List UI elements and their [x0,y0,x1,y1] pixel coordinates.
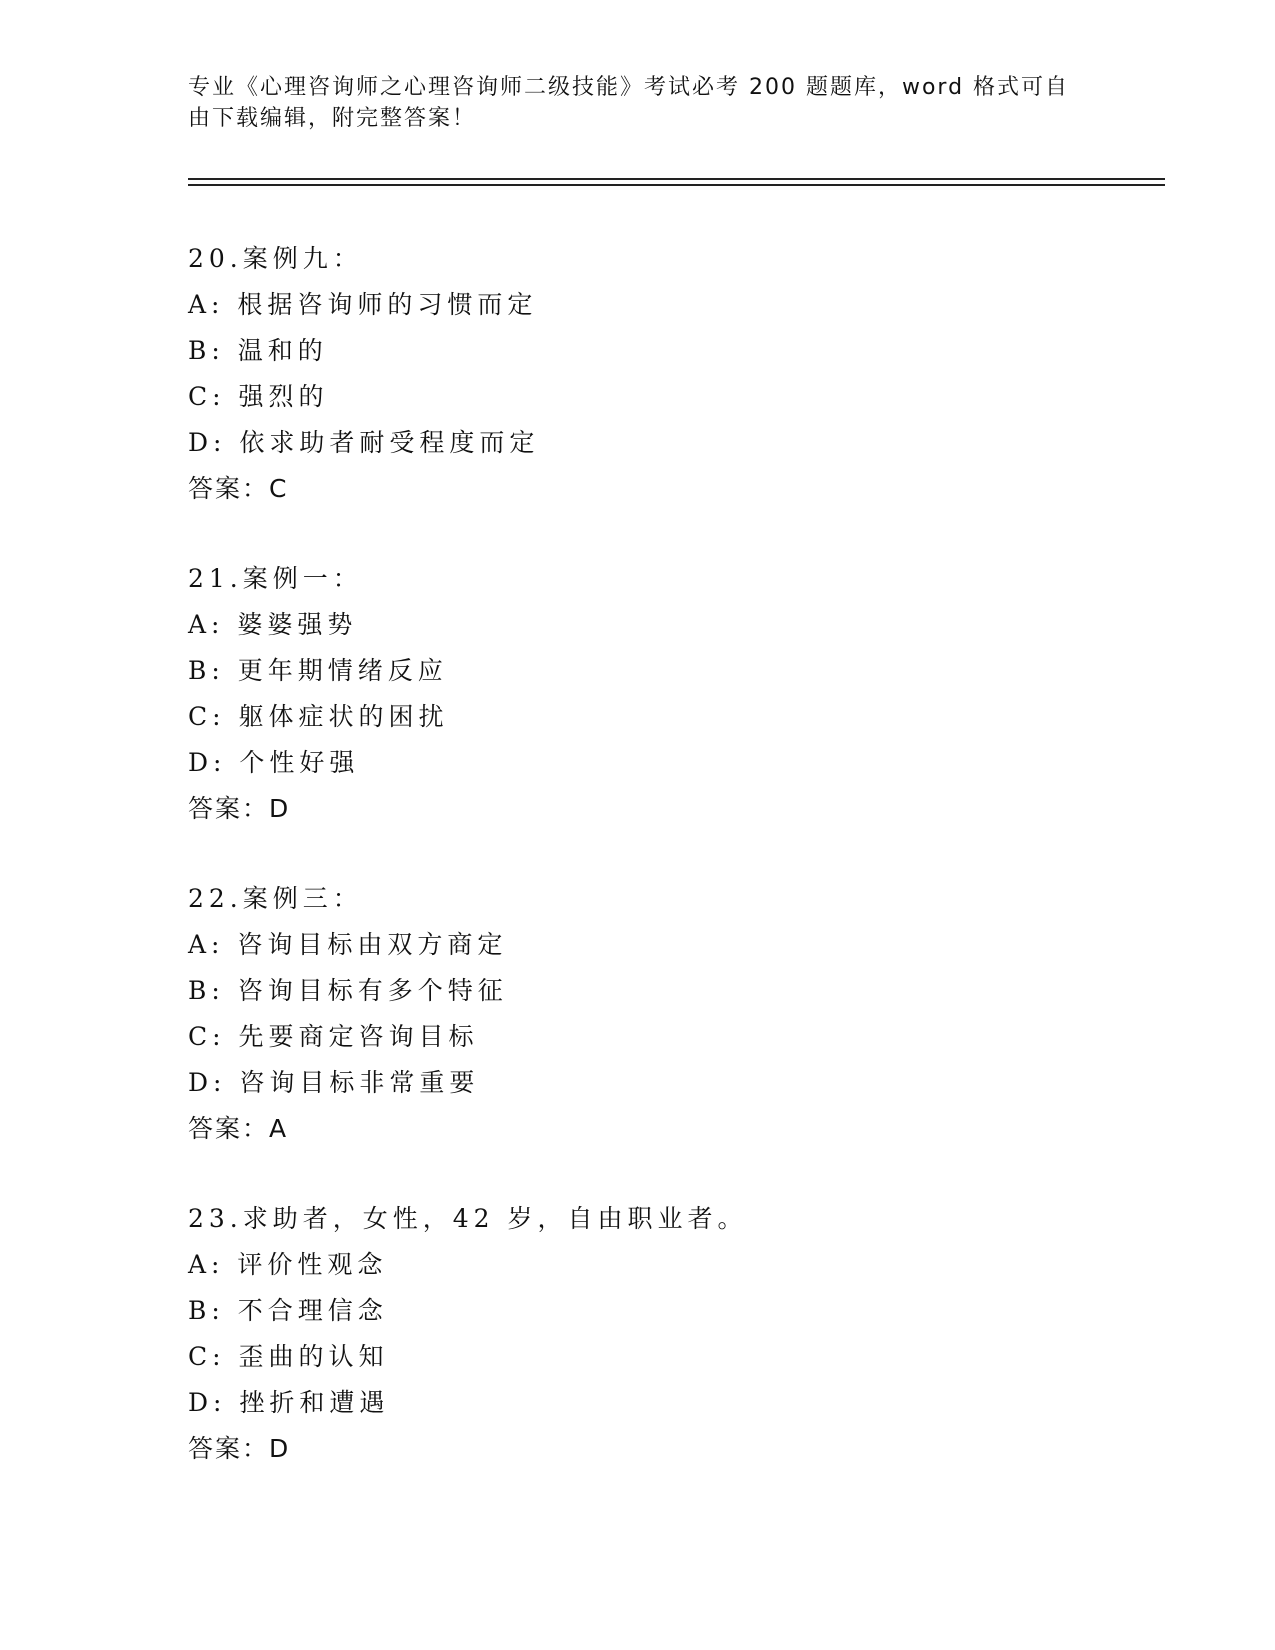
header-divider-top [188,178,1165,180]
option-b: B: 咨询目标有多个特征 [188,976,508,1005]
option-d: D: 个性好强 [188,748,360,777]
document-header [188,72,1078,134]
option-b: B: 更年期情绪反应 [188,656,448,685]
question-stem: 21.案例一： [188,564,363,593]
option-a: A: 咨询目标由双方商定 [188,930,508,959]
option-c: C: 歪曲的认知 [188,1342,389,1371]
question-22 [188,876,1088,1152]
option-c: C: 先要商定咨询目标 [188,1022,479,1051]
option-d: D: 依求助者耐受程度而定 [188,428,540,457]
answer-line: 答案：D [188,1434,291,1463]
option-d: D: 挫折和遭遇 [188,1388,390,1417]
question-21 [188,556,1088,832]
question-20 [188,236,1088,512]
answer-line: 答案：C [188,474,289,503]
option-c: C: 强烈的 [188,382,329,411]
question-stem: 22.案例三： [188,884,363,913]
option-a: A: 婆婆强势 [188,610,358,639]
option-a: A: 根据咨询师的习惯而定 [188,290,538,319]
option-c: C: 躯体症状的困扰 [188,702,449,731]
option-b: B: 温和的 [188,336,328,365]
question-stem: 23.求助者，女性，42 岁，自由职业者。 [188,1204,748,1233]
option-a: A: 评价性观念 [188,1250,388,1279]
header-divider-bottom [188,184,1165,186]
answer-line: 答案：A [188,1114,289,1143]
question-23 [188,1196,1088,1472]
option-b: B: 不合理信念 [188,1296,388,1325]
header-line-2: 由下载编辑，附完整答案！ [188,106,477,131]
answer-line: 答案：D [188,794,291,823]
header-line-1: 专业《心理咨询师之心理咨询师二级技能》考试必考 200 题题库，word 格式可自 [188,75,1070,100]
question-stem: 20.案例九： [188,244,363,273]
option-d: D: 咨询目标非常重要 [188,1068,480,1097]
